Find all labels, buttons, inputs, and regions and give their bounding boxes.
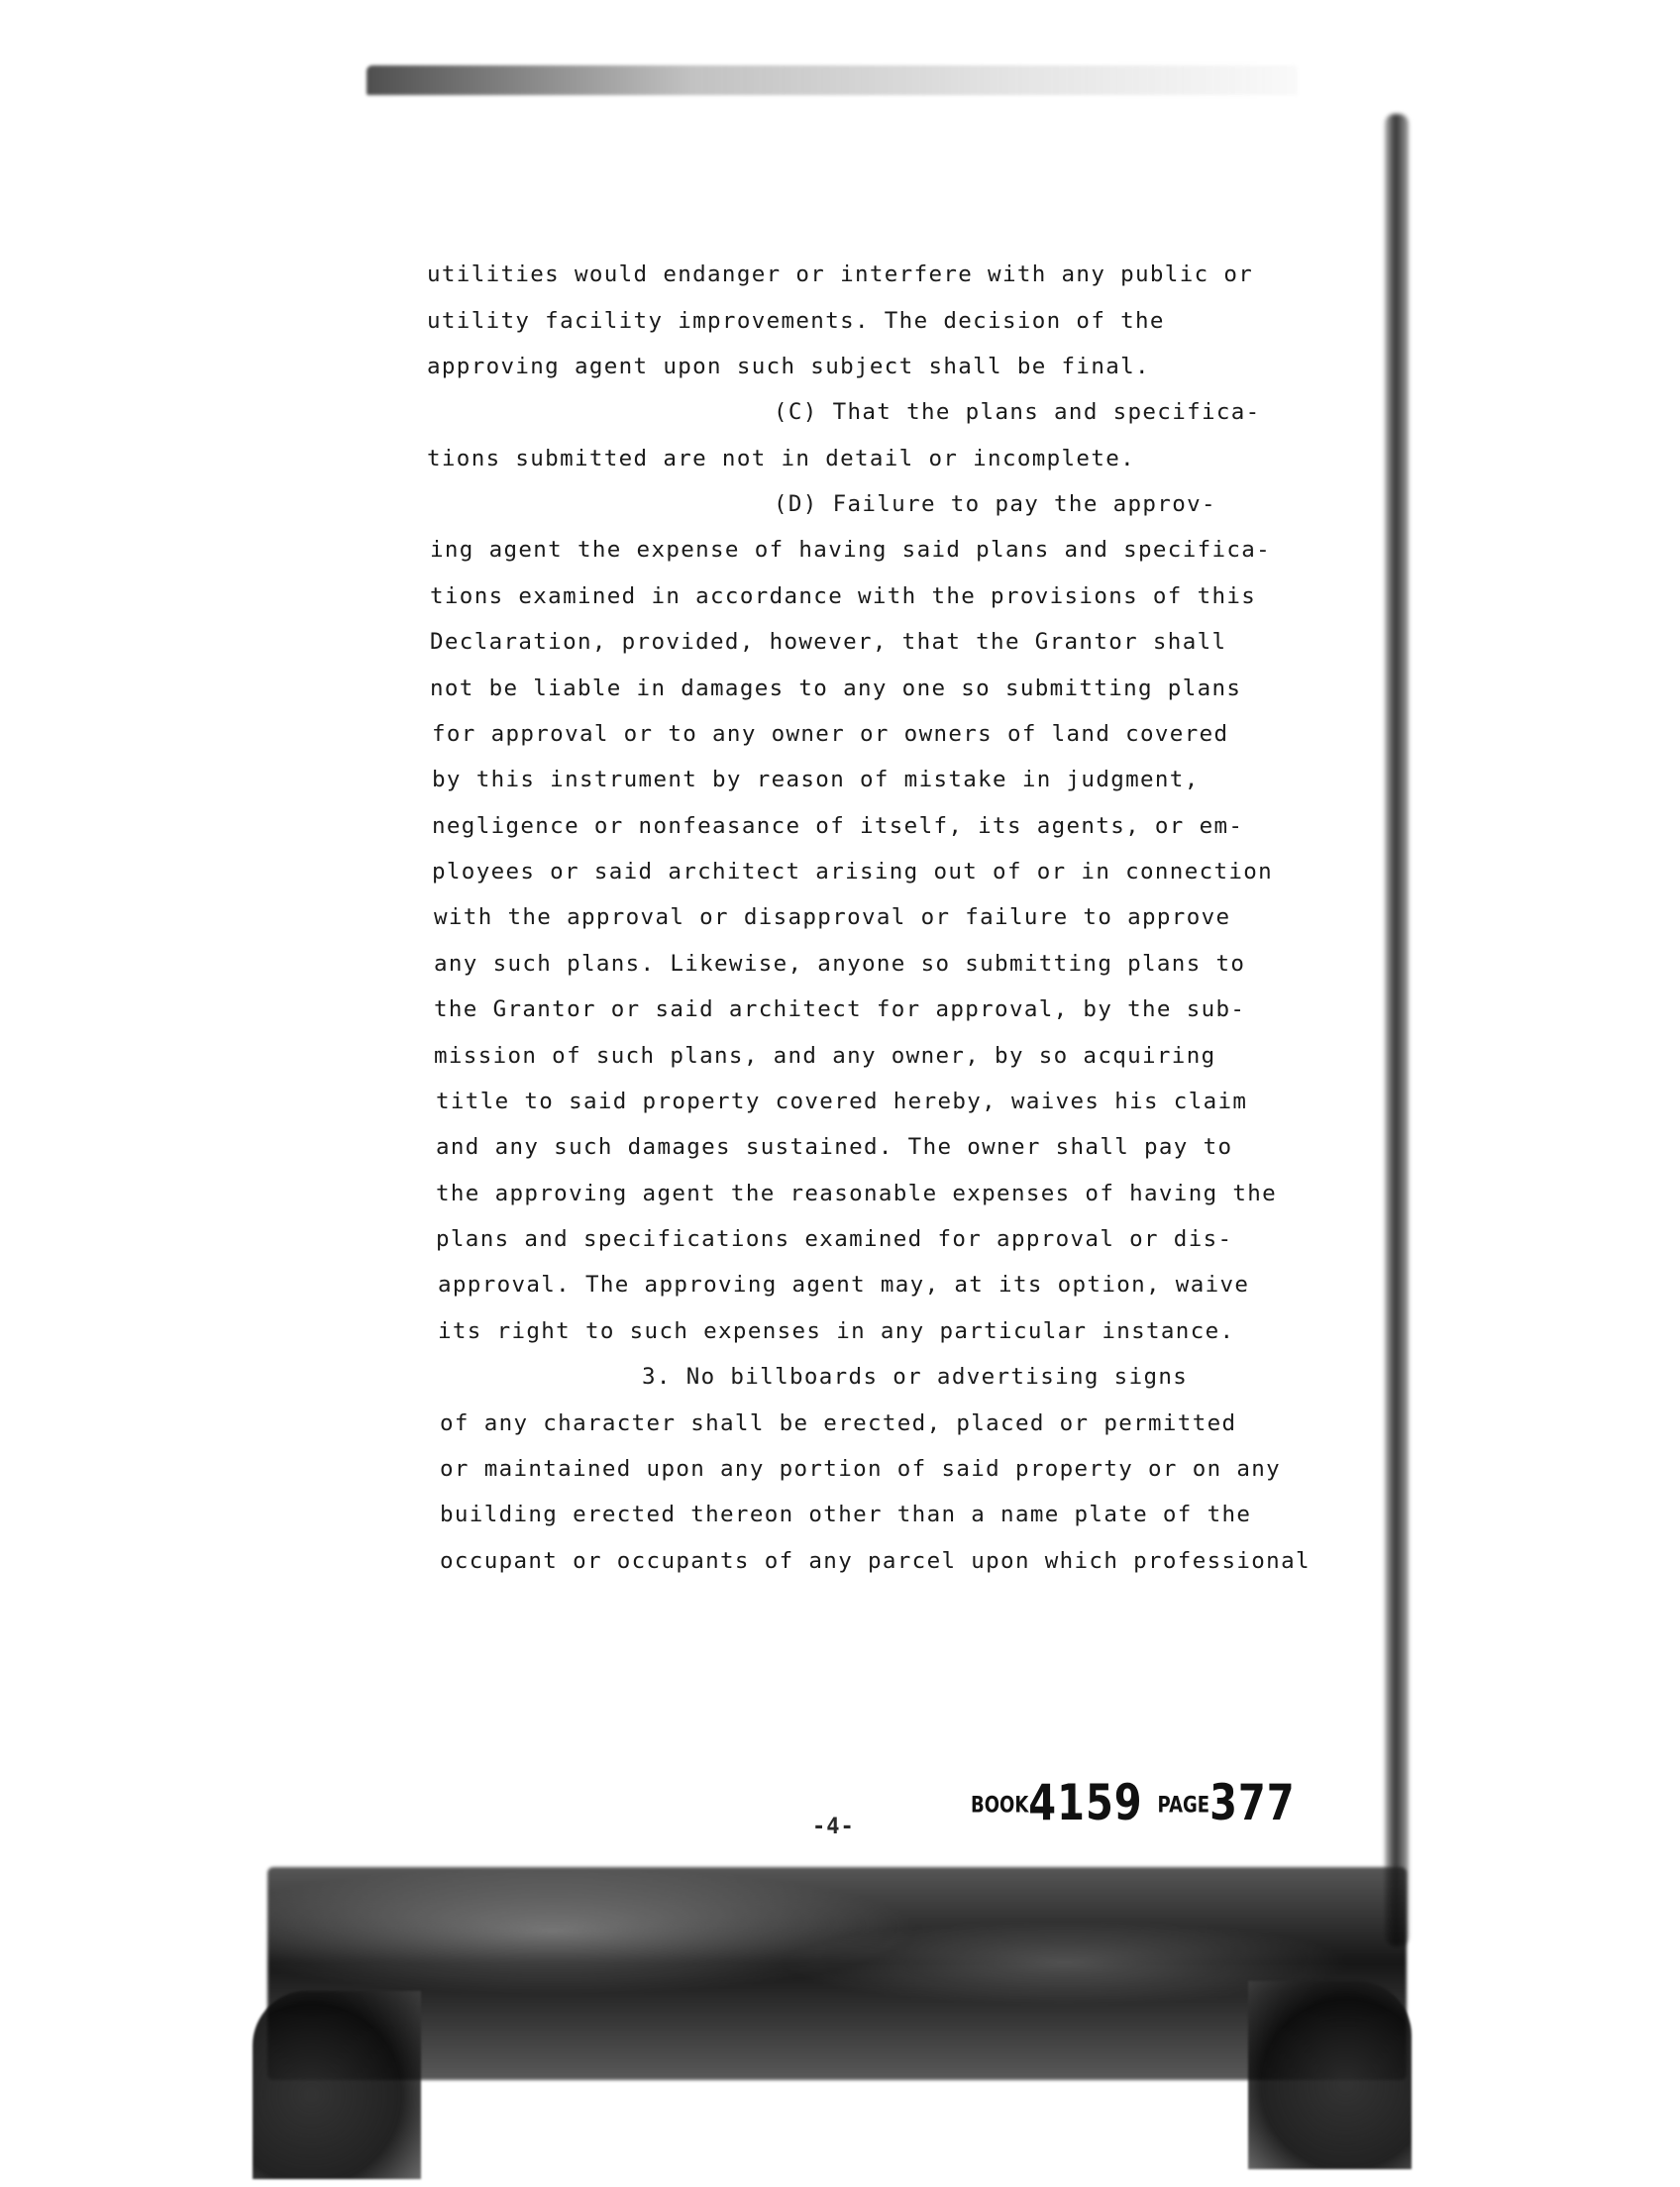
scan-edge-top <box>367 65 1298 95</box>
text-line: of any character shall be erected, placed or permitted <box>440 1410 1237 1436</box>
text-line: title to said property covered hereby, waives his claim <box>436 1089 1248 1114</box>
book-prefix: BOOK <box>971 1792 1029 1819</box>
scan-corner-left <box>253 1991 421 2179</box>
text-line: approving agent upon such subject shall be final. <box>427 354 1150 379</box>
recorded-page-number: 377 <box>1209 1775 1296 1832</box>
text-line: not be liable in damages to any one so submitting plans <box>430 676 1242 701</box>
text-line: utilities would endanger or interfere with any public or <box>427 261 1254 287</box>
text-line: occupant or occupants of any parcel upon which professional <box>440 1548 1311 1574</box>
text-line: the approving agent the reasonable expenses of having the <box>436 1181 1278 1206</box>
text-line: mission of such plans, and any owner, by so acquiring <box>434 1043 1216 1069</box>
text-line: ing agent the expense of having said plans and specifica- <box>430 537 1272 563</box>
page-number: -4- <box>812 1815 855 1839</box>
text-line: building erected thereon other than a name plate of the <box>440 1502 1252 1527</box>
text-line: approval. The approving agent may, at its option, waive <box>438 1272 1250 1298</box>
text-line: or maintained upon any portion of said property or on any <box>440 1456 1282 1482</box>
text-line: (C) That the plans and specifica- <box>774 399 1261 425</box>
book-number: 4159 <box>1028 1775 1143 1832</box>
text-line: Declaration, provided, however, that the Grantor shall <box>430 629 1227 655</box>
page-prefix: PAGE <box>1157 1792 1210 1819</box>
text-line: for approval or to any owner or owners of land covered <box>432 721 1229 747</box>
scan-edge-right <box>1385 114 1409 1946</box>
text-line: any such plans. Likewise, anyone so submitting plans to <box>434 951 1246 977</box>
text-line: tions submitted are not in detail or incomplete. <box>427 446 1136 471</box>
text-line: 3. No billboards or advertising signs <box>642 1364 1189 1390</box>
text-line: by this instrument by reason of mistake in judgment, <box>432 767 1200 792</box>
scan-corner-right <box>1248 1981 1412 2169</box>
text-line: its right to such expenses in any particular instance. <box>438 1318 1235 1344</box>
text-line: with the approval or disapproval or failure to approve <box>434 904 1231 930</box>
scan-shadow-bottom <box>267 1867 1407 2080</box>
book-page-stamp <box>971 1775 1296 1832</box>
text-line: plans and specifications examined for approval or dis- <box>436 1226 1233 1252</box>
text-line: negligence or nonfeasance of itself, its agents, or em- <box>432 813 1244 839</box>
text-line: and any such damages sustained. The owner shall pay to <box>436 1134 1233 1160</box>
text-line: ployees or said architect arising out of or in connection <box>432 859 1274 885</box>
text-line: the Grantor or said architect for approval, by the sub- <box>434 996 1246 1022</box>
text-line: tions examined in accordance with the provisions of this <box>430 583 1257 609</box>
text-line: (D) Failure to pay the approv- <box>774 491 1216 517</box>
text-line: utility facility improvements. The decision of the <box>427 308 1165 334</box>
